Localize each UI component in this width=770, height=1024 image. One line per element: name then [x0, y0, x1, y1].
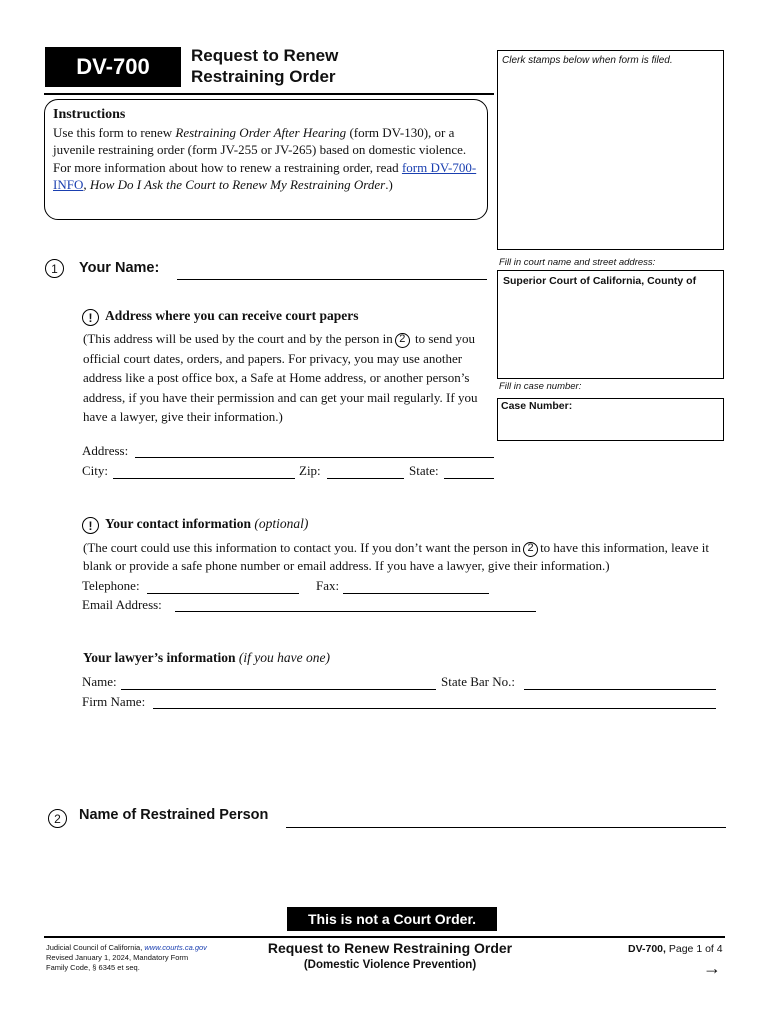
restrained-person-field[interactable]: [286, 827, 726, 828]
your-name-field[interactable]: [177, 279, 487, 280]
court-name-box[interactable]: [497, 270, 724, 379]
not-court-order-banner: This is not a Court Order.: [287, 907, 497, 931]
telephone-field[interactable]: [147, 593, 299, 594]
case-number-box[interactable]: [497, 398, 724, 441]
state-bar-field[interactable]: [524, 689, 716, 690]
footer-center: [250, 940, 530, 971]
contact-note: (The court could use this information to contact you. If you don’t want the person in 2 to have this information, leave it blank or provide a safe phone number or email address. If you have a lawyer, give their information.): [83, 540, 710, 573]
case-number-label: Case Number:: [501, 400, 573, 412]
instructions-text: Use this form to renew Restraining Order After Hearing (form DV-130), or a juvenile restraining order (form JV-255 or JV-265) based on domestic violence. For more information about how to renew a restraining order, read form DV-700-INFO, How Do I Ask the Court to Renew My Restraining Order.): [53, 124, 477, 192]
clerk-stamp-label: Clerk stamps below when form is filed.: [502, 55, 673, 66]
restrained-person-label: Name of Restrained Person: [79, 807, 269, 823]
lawyer-heading: Your lawyer’s information (if you have one): [83, 650, 330, 665]
header-rule: [44, 93, 494, 95]
ref-section-2: 2: [395, 333, 410, 348]
title-line-2: Restraining Order: [191, 67, 336, 86]
alert-icon: !: [82, 309, 99, 326]
court-fill-label: Fill in court name and street address:: [499, 257, 656, 268]
state-bar-label: State Bar No.:: [441, 674, 516, 689]
alert-icon: !: [82, 517, 99, 534]
address-heading: Address where you can receive court papers: [105, 308, 359, 323]
instructions-heading: Instructions: [53, 107, 126, 122]
state-field[interactable]: [444, 478, 494, 479]
address-note: (This address will be used by the court and by the person in 2 to send you official court dates, orders, and papers. For privacy, you may use another address like a post office box, a Safe at Home address, or another person’s address, if you have their permission and can get your mail regularly. If you have a lawyer, give their information.): [83, 331, 478, 424]
firm-name-field[interactable]: [153, 708, 716, 709]
contact-heading: Your contact information (optional): [105, 516, 309, 531]
section-1-number: 1: [45, 259, 64, 278]
your-name-label: Your Name:: [79, 260, 160, 276]
next-page-arrow-icon[interactable]: →: [703, 958, 721, 978]
zip-field[interactable]: [327, 478, 404, 479]
email-label: Email Address:: [82, 597, 162, 612]
fax-label: Fax:: [316, 578, 340, 593]
clerk-stamp-box: [497, 50, 724, 250]
fax-field[interactable]: [343, 593, 489, 594]
firm-name-label: Firm Name:: [82, 694, 146, 709]
court-name-label: Superior Court of California, County of: [503, 275, 697, 287]
courts-link[interactable]: www.courts.ca.gov: [144, 943, 207, 952]
form-id-badge: DV-700: [45, 47, 181, 87]
instructions-box: [44, 99, 488, 220]
city-label: City:: [82, 463, 109, 478]
address-label: Address:: [82, 443, 129, 458]
footer-title: Request to Renew Restraining Order: [267, 940, 513, 956]
telephone-label: Telephone:: [82, 578, 140, 593]
form-title: [191, 45, 338, 87]
address-field[interactable]: [135, 457, 494, 458]
case-fill-label: Fill in case number:: [499, 381, 582, 392]
section-2-number: 2: [48, 809, 67, 828]
zip-label: Zip:: [299, 463, 321, 478]
state-label: State:: [409, 463, 439, 478]
title-line-1: Request to Renew: [191, 46, 339, 65]
footer-rule: [44, 936, 725, 938]
city-field[interactable]: [113, 478, 295, 479]
lawyer-name-field[interactable]: [121, 689, 436, 690]
ref-section-2: 2: [523, 542, 538, 557]
lawyer-name-label: Name:: [82, 674, 117, 689]
footer-left: Judicial Council of California, www.courts.ca.gov Revised January 1, 2024, Mandatory Form Family Code, § 6345 et seq.: [46, 943, 207, 972]
dv700-info-link[interactable]: form DV-700-INFO: [53, 159, 477, 192]
email-field[interactable]: [175, 611, 536, 612]
footer-page: DV-700, Page 1 of 4: [628, 943, 723, 955]
footer-subtitle: (Domestic Violence Prevention): [303, 959, 477, 971]
